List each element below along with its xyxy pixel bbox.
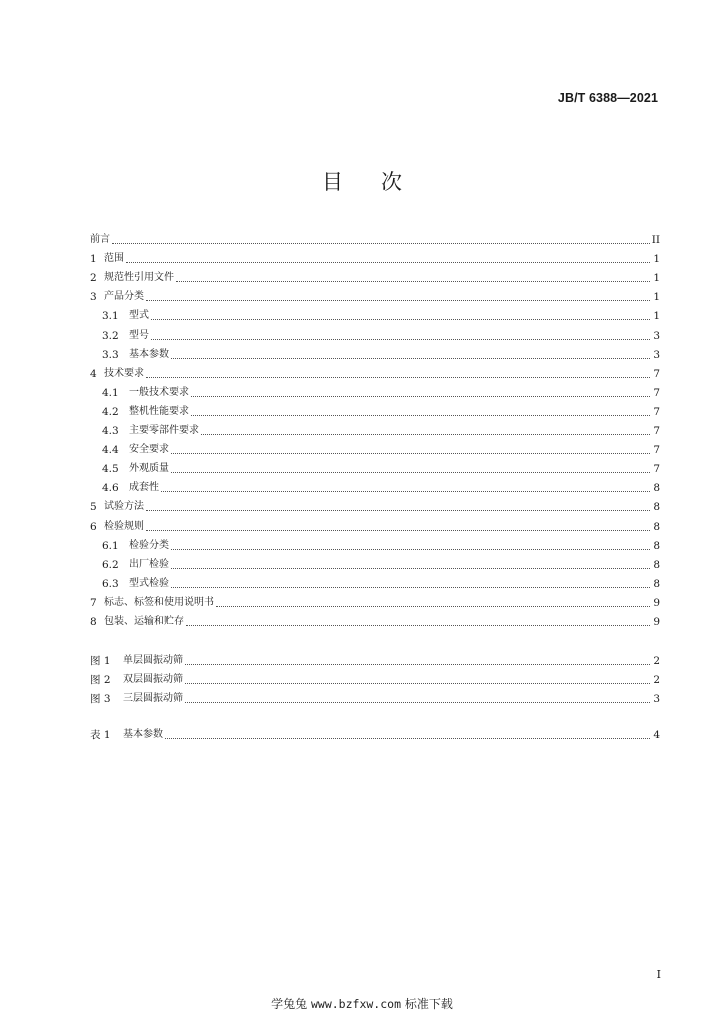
tables-entry-page: 4 [653, 729, 660, 741]
toc-entry-number: 2 [90, 272, 97, 285]
toc-entry-title: 技术要求 [104, 367, 144, 379]
dot-leader [151, 329, 650, 343]
dot-leader [171, 539, 650, 553]
dot-leader [171, 462, 650, 476]
dot-leader [185, 654, 650, 668]
toc-entry-number: 6.3 [102, 577, 119, 590]
toc-entry[interactable] [90, 305, 660, 323]
figures-entry[interactable] [90, 688, 660, 706]
toc-entry-number: 6 [90, 520, 97, 533]
toc-entry-page: 1 [653, 253, 660, 266]
toc-entry[interactable] [90, 554, 660, 572]
dot-leader [191, 386, 650, 400]
figures-entry-page: 2 [653, 674, 660, 687]
toc-entry-page: 8 [653, 482, 660, 495]
dot-leader [146, 367, 650, 381]
figures-entry-number: 图 1 [90, 655, 111, 667]
figures-entry[interactable] [90, 650, 660, 668]
toc-entry[interactable] [90, 592, 660, 610]
toc-entry-number: 5 [90, 501, 97, 514]
dot-leader [146, 520, 650, 534]
footer-watermark [0, 995, 724, 1012]
standard-code: JB/T 6388—2021 [557, 91, 658, 105]
toc-entry[interactable] [90, 439, 660, 457]
toc-entry-number: 3.2 [102, 329, 119, 342]
toc-entry-title: 基本参数 [129, 348, 169, 360]
dot-leader [191, 405, 650, 419]
toc-entry[interactable] [90, 325, 660, 343]
toc-entry-number: 4.4 [102, 444, 119, 457]
toc-entry[interactable] [90, 229, 660, 247]
toc-entry-number: 4.6 [102, 482, 119, 495]
toc-entry-title: 型式 [129, 310, 149, 322]
toc-entry-title: 一般技术要求 [129, 386, 189, 398]
dot-leader [161, 481, 650, 495]
toc-entry-title: 主要零部件要求 [129, 425, 199, 436]
toc-entry-page: 8 [653, 501, 660, 514]
dot-leader [171, 577, 650, 591]
dot-leader [186, 615, 650, 629]
toc-entry-title: 标志、标签和使用说明书 [104, 596, 214, 608]
toc-entry-page: 8 [653, 577, 660, 590]
dot-leader [216, 596, 650, 610]
toc-entry[interactable] [90, 344, 660, 362]
toc-entry-number: 4.2 [102, 405, 119, 418]
title-char-2: 次 [381, 170, 402, 194]
dot-leader [171, 443, 650, 457]
toc-entry-title: 检验规则 [104, 520, 144, 532]
toc-entry-page: 7 [653, 405, 660, 418]
toc-entry-title: 型式检验 [129, 577, 169, 589]
title-char-1: 目 [322, 170, 343, 194]
toc-entry-page: 8 [653, 520, 660, 533]
toc-entry-number: 7 [90, 596, 97, 609]
toc-entry-title: 型号 [129, 329, 149, 341]
toc-entry-number: 3 [90, 291, 97, 304]
toc-entry-number: 3.3 [102, 348, 119, 361]
toc-entry-number: 4.5 [102, 463, 119, 476]
toc-entry-title: 安全要求 [129, 444, 169, 456]
toc-entry-page: 8 [653, 558, 660, 571]
toc-entry-title: 整机性能要求 [129, 405, 189, 417]
dot-leader [151, 309, 650, 323]
toc-entry[interactable] [90, 477, 660, 495]
toc-entry[interactable] [90, 248, 660, 266]
toc-entry-title: 产品分类 [104, 291, 144, 303]
dot-leader [171, 558, 650, 572]
page-title [0, 166, 724, 196]
toc-entry-page: 3 [653, 329, 660, 342]
figures-entry-title: 三层圆振动筛 [123, 693, 183, 705]
figures-entry-title: 双层圆振动筛 [123, 674, 183, 686]
toc-entry-number: 6.2 [102, 558, 119, 571]
toc-entry-title: 包装、运输和贮存 [104, 616, 184, 627]
toc-entry[interactable] [90, 267, 660, 285]
toc-entry-title: 外观质量 [129, 463, 169, 475]
figures-entry-title: 单层圆振动筛 [123, 655, 183, 666]
toc-entry-title: 规范性引用文件 [104, 272, 174, 284]
toc-entry-number: 8 [90, 616, 97, 628]
toc-entry[interactable] [90, 535, 660, 553]
toc-entry-page: 9 [653, 616, 660, 628]
dot-leader [185, 692, 650, 706]
toc-entry-page: 8 [653, 539, 660, 552]
toc-entry-page: 7 [653, 463, 660, 476]
toc-entry-page: 7 [653, 425, 660, 437]
toc-entry-page: 1 [653, 272, 660, 285]
tables-entry-number: 表 1 [90, 729, 111, 741]
toc-entry-title: 前言 [90, 234, 110, 245]
dot-leader [126, 252, 650, 266]
figures-entry-number: 图 3 [90, 693, 111, 706]
toc-entry[interactable] [90, 496, 660, 514]
toc-entry[interactable] [90, 458, 660, 476]
dot-leader [112, 233, 650, 247]
dot-leader [171, 348, 650, 362]
figures-entry-number: 图 2 [90, 674, 111, 687]
tables-entry-title: 基本参数 [123, 729, 163, 740]
toc-entry[interactable] [90, 401, 660, 419]
dot-leader [146, 290, 650, 304]
toc-entry-title: 成套性 [129, 482, 159, 494]
toc-entry-page: 1 [653, 291, 660, 304]
toc-entry-number: 4 [90, 367, 97, 380]
toc-entry-number: 1 [90, 253, 97, 266]
toc-entry-number: 6.1 [102, 539, 119, 552]
toc-entry-title: 范围 [104, 253, 124, 265]
figures-entry-page: 2 [653, 655, 660, 667]
toc-entry[interactable] [90, 573, 660, 591]
page-number: I [656, 968, 661, 981]
footer-url[interactable]: www.bzfxw.com [310, 997, 401, 1011]
toc-entry-title: 出厂检验 [129, 558, 169, 570]
toc-entry[interactable] [90, 286, 660, 304]
toc-entry[interactable] [90, 363, 660, 381]
dot-leader [185, 673, 650, 687]
dot-leader [176, 271, 650, 285]
dot-leader [201, 424, 650, 438]
toc-entry[interactable] [90, 516, 660, 534]
toc-entry-page: 7 [653, 444, 660, 457]
figures-entry[interactable] [90, 669, 660, 687]
footer-site-name: 学兔兔 [271, 997, 308, 1011]
dot-leader [146, 500, 650, 514]
toc-entry-page: II [651, 234, 660, 246]
toc-entry-number: 4.1 [102, 386, 119, 399]
toc-entry-page: 7 [653, 367, 660, 380]
toc-entry-title: 试验方法 [104, 501, 144, 513]
toc-entry-page: 9 [653, 596, 660, 609]
toc-entry[interactable] [90, 611, 660, 629]
footer-tagline: 标准下载 [404, 997, 453, 1011]
toc-entry-page: 7 [653, 386, 660, 399]
toc-entry[interactable] [90, 382, 660, 400]
toc-entry-page: 3 [653, 348, 660, 361]
toc-entry-page: 1 [653, 310, 660, 323]
toc-entry[interactable] [90, 420, 660, 438]
toc-entry-number: 4.3 [102, 425, 119, 437]
dot-leader [165, 728, 650, 742]
toc-entry-number: 3.1 [102, 310, 119, 323]
toc-entry-title: 检验分类 [129, 539, 169, 551]
tables-entry[interactable] [90, 724, 660, 742]
figures-entry-page: 3 [653, 693, 660, 706]
